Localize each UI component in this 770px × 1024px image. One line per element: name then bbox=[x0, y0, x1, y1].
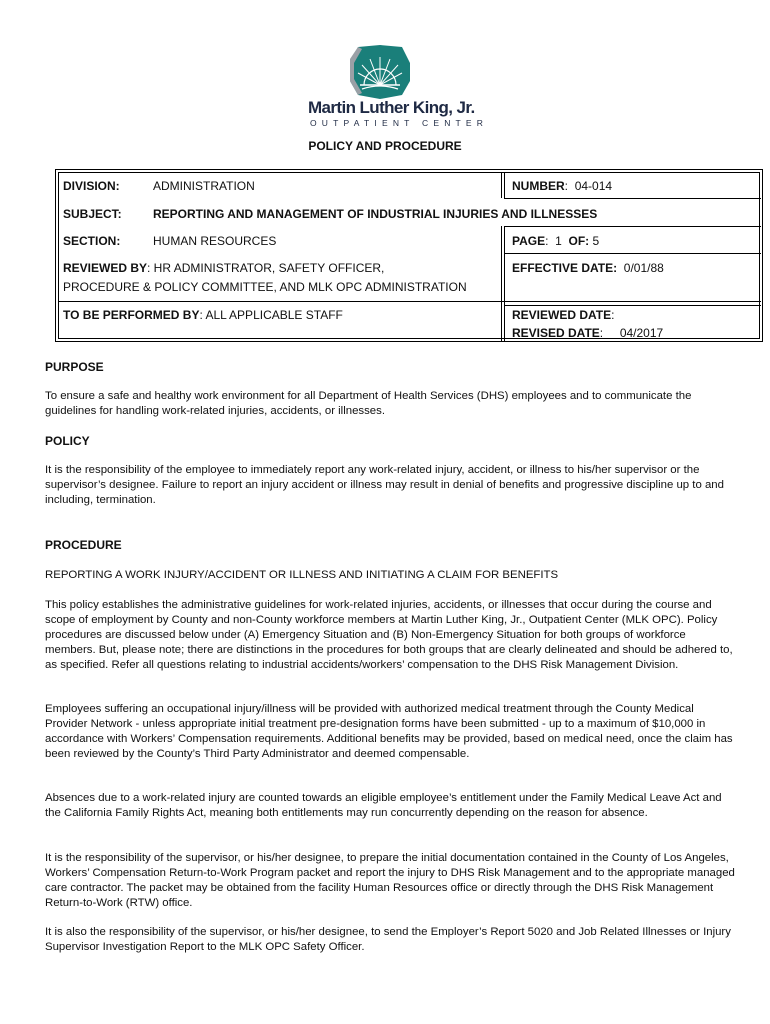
logo-name: Martin Luther King, Jr. bbox=[308, 98, 475, 117]
effective-date-field bbox=[512, 261, 664, 275]
procedure-subheading: REPORTING A WORK INJURY/ACCIDENT OR ILLNESS AND INITIATING A CLAIM FOR BENEFITS bbox=[45, 569, 559, 581]
row-divider bbox=[504, 305, 761, 306]
revised-date-value: 04/2017 bbox=[619, 326, 664, 340]
number-field bbox=[512, 179, 612, 193]
performed-by-field bbox=[63, 308, 343, 322]
procedure-heading: PROCEDURE bbox=[45, 538, 122, 552]
page-field bbox=[512, 234, 599, 248]
procedure-paragraph: It is also the responsibility of the supervisor, or his/her designee, to send the Employer’s Report 5020 and Job Related Illnesses or Injury Supervisor Investigation Report to the MLK OPC Safety Officer. bbox=[45, 926, 731, 953]
reviewed-date-label: REVIEWED DATE bbox=[512, 308, 612, 322]
policy-text: It is the responsibility of the employee to immediately report any work-related injury, accident, or illness to his/her supervisor or the supervisor’s designee. Failure to report an injury accident or illness may result in denial of benefits and progressive discipline up to and including, termination. bbox=[45, 464, 724, 506]
section-value: HUMAN RESOURCES bbox=[153, 234, 277, 248]
performed-by-label: TO BE PERFORMED BY bbox=[63, 308, 200, 322]
revised-date-colon: : bbox=[599, 326, 604, 340]
logo-subtitle: OUTPATIENT CENTER bbox=[310, 118, 489, 128]
page-value: 1 bbox=[555, 234, 562, 248]
column-divider bbox=[504, 226, 505, 341]
row-divider bbox=[504, 198, 761, 199]
procedure-paragraph: Absences due to a work-related injury are counted towards an eligible employee’s entitlement under the Family Medical Leave Act and the California Family Rights Act, meaning both entitlements may run concurrently depending on the reason for absence. bbox=[45, 792, 722, 819]
procedure-paragraph: Employees suffering an occupational injury/illness will be provided with authorized medical treatment through the County Medical Provider Network - unless appropriate initial treatment pre-designation forms have been submitted - up to a maximum of $10,000 in accordance with Workers’ Compensation requirements. Additional benefits may be provided, based on medical need, once the claim has been reviewed by the County’s Third Party Administrator and deemed compensable. bbox=[45, 703, 733, 760]
of-label: OF: bbox=[568, 234, 590, 248]
division-value: ADMINISTRATION bbox=[153, 179, 255, 193]
mlk-logo bbox=[300, 45, 489, 135]
effective-date-value: 0/01/88 bbox=[623, 261, 664, 275]
performed-by-value: : ALL APPLICABLE STAFF bbox=[199, 308, 343, 322]
reviewed-by-line2: PROCEDURE & POLICY COMMITTEE, AND MLK OPC ADMINISTRATION bbox=[63, 280, 467, 294]
page-label: PAGE bbox=[512, 234, 546, 248]
effective-date-label: EFFECTIVE DATE: bbox=[512, 261, 618, 275]
column-divider bbox=[504, 172, 505, 198]
procedure-paragraph: This policy establishes the administrative guidelines for work-related injuries, accidents, or illnesses that occur during the course and scope of employment by County and non-County workforce members at Martin Luther King, Jr., Outpatient Center (MLK OPC). Policy procedures are discussed below under (A) Emergency Situation and (B) Non-Emergency Situation for both groups of workforce members. But, please note; there are distinctions in the procedures for both groups that are clearly delineated and should be adhered to, as specified. Refer all questions relating to industrial accidents/workers’ compensation to the DHS Risk Management Division. bbox=[45, 599, 733, 671]
subject-value: REPORTING AND MANAGEMENT OF INDUSTRIAL INJURIES AND ILLNESSES bbox=[153, 207, 598, 221]
row-divider bbox=[504, 226, 761, 227]
document-title: POLICY AND PROCEDURE bbox=[308, 139, 462, 153]
number-label: NUMBER bbox=[512, 179, 565, 193]
column-divider bbox=[501, 226, 502, 341]
reviewed-by-field bbox=[63, 261, 384, 275]
section-label: SECTION: bbox=[63, 234, 121, 248]
policy-heading: POLICY bbox=[45, 434, 90, 448]
reviewed-by-line1: : HR ADMINISTRATOR, SAFETY OFFICER, bbox=[147, 261, 385, 275]
division-label: DIVISION: bbox=[63, 179, 120, 193]
purpose-text: To ensure a safe and healthy work environment for all Department of Health Services (DHS) employees and to communicate the guidelines for handling work-related injuries, accidents, or illnesses. bbox=[45, 390, 692, 417]
reviewed-date-colon: : bbox=[611, 308, 615, 322]
row-divider bbox=[58, 301, 761, 302]
reviewed-date-field bbox=[512, 308, 614, 322]
purpose-heading: PURPOSE bbox=[45, 360, 104, 374]
revised-date-field bbox=[512, 326, 663, 340]
header-table bbox=[55, 169, 763, 342]
of-value: 5 bbox=[592, 234, 600, 248]
subject-label: SUBJECT: bbox=[63, 207, 122, 221]
column-divider bbox=[501, 172, 502, 198]
page-colon: : bbox=[545, 234, 549, 248]
revised-date-label: REVISED DATE bbox=[512, 326, 600, 340]
reviewed-by-label: REVIEWED BY bbox=[63, 261, 148, 275]
number-colon: : bbox=[564, 179, 569, 193]
sunrise-emblem-icon bbox=[348, 45, 412, 99]
procedure-paragraph: It is the responsibility of the supervisor, or his/her designee, to prepare the initial documentation contained in the County of Los Angeles, Workers’ Compensation Return-to-Work Program packet and report the injury to DHS Risk Management and to the appropriate managed care contractor. The packet may be obtained from the facility Human Resources office or directly through the DHS Risk Management Return-to-Work (RTW) office. bbox=[45, 852, 735, 909]
number-value: 04-014 bbox=[574, 179, 613, 193]
row-divider bbox=[504, 253, 761, 254]
